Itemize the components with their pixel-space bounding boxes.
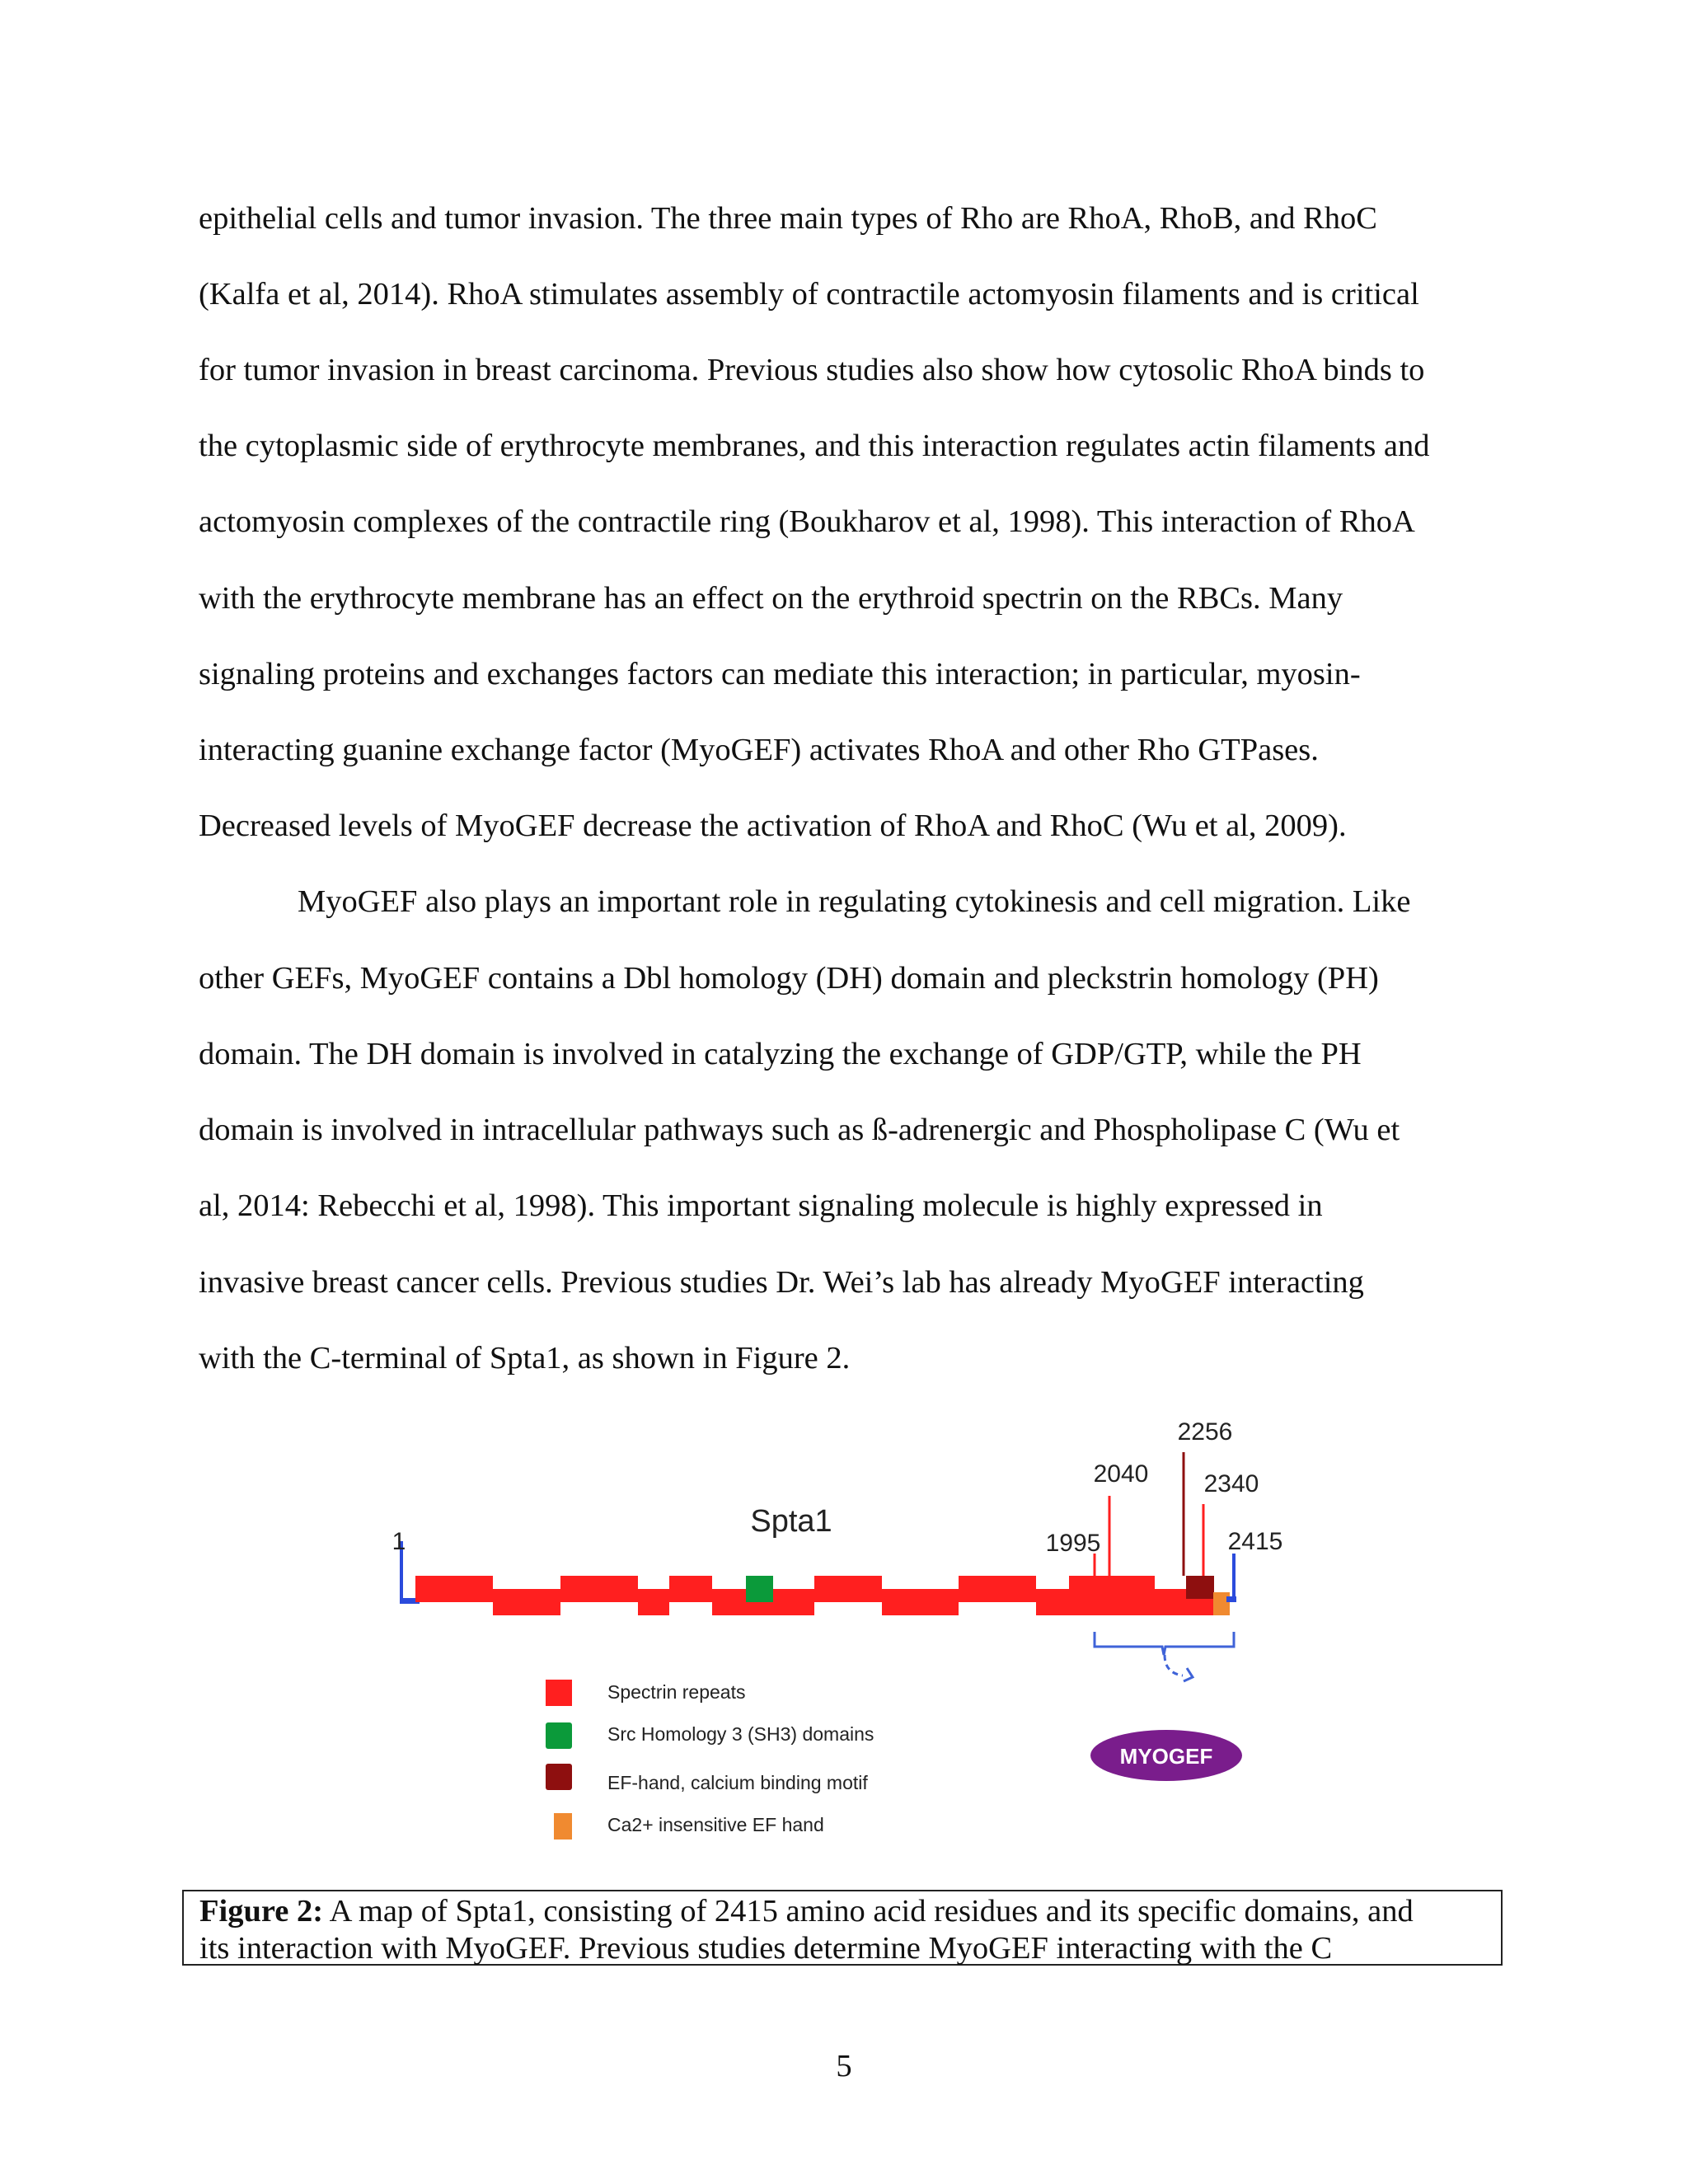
spectrin-repeat bbox=[669, 1576, 712, 1602]
legend-label-sh3: Src Homology 3 (SH3) domains bbox=[607, 1723, 874, 1745]
ca-insensitive-ef-hand bbox=[1213, 1592, 1230, 1615]
body-line-15: invasive breast cancer cells. Previous studies Dr. Wei’s lab has already MyoGEF interacting bbox=[199, 1265, 1364, 1300]
spectrin-repeat bbox=[415, 1576, 493, 1602]
position-label-start: 1 bbox=[392, 1528, 406, 1555]
body-line-5: actomyosin complexes of the contractile ring (Boukharov et al, 1998). This interaction of RhoA bbox=[199, 504, 1415, 539]
body-line-13: domain is involved in intracellular pathways such as ß-adrenergic and Phospholipase C (Wu et bbox=[199, 1113, 1400, 1147]
spectrin-repeat bbox=[493, 1589, 560, 1615]
position-label-1995: 1995 bbox=[1045, 1530, 1101, 1557]
caption-text-1: A map of Spta1, consisting of 2415 amino acid residues and its specific domains, and bbox=[323, 1894, 1414, 1929]
protein-title: Spta1 bbox=[750, 1504, 832, 1539]
legend-swatch-sh3 bbox=[546, 1722, 572, 1749]
spectrin-repeat bbox=[814, 1576, 882, 1602]
body-line-1: epithelial cells and tumor invasion. The three main types of Rho are RhoA, RhoB, and RhoC bbox=[199, 201, 1377, 236]
ef-hand-domain-overlay bbox=[1186, 1576, 1214, 1599]
interaction-bracket bbox=[1095, 1632, 1234, 1655]
spectrin-repeat bbox=[882, 1589, 959, 1615]
interaction-arrow bbox=[1165, 1655, 1183, 1675]
spta1-domain-map bbox=[379, 1393, 1327, 1854]
spectrin-repeat bbox=[1069, 1576, 1148, 1615]
body-line-6: with the erythrocyte membrane has an effect on the erythroid spectrin on the RBCs. Many bbox=[199, 581, 1343, 616]
spta1-domain-figure bbox=[379, 1393, 1327, 1854]
position-label-end: 2415 bbox=[1227, 1528, 1283, 1555]
body-line-9: Decreased levels of MyoGEF decrease the activation of RhoA and RhoC (Wu et al, 2009). bbox=[199, 808, 1347, 843]
body-line-11: other GEFs, MyoGEF contains a Dbl homology (DH) domain and pleckstrin homology (PH) bbox=[199, 961, 1379, 996]
figure-caption bbox=[182, 1890, 1503, 1966]
legend-swatch-ca-insensitive bbox=[554, 1813, 572, 1840]
caption-line-2: its interaction with MyoGEF. Previous studies determine MyoGEF interacting with the C bbox=[199, 1931, 1333, 1966]
legend-label-spectrin: Spectrin repeats bbox=[607, 1681, 746, 1703]
spectrin-repeat bbox=[1148, 1576, 1155, 1615]
body-line-16: with the C-terminal of Spta1, as shown in Figure 2. bbox=[199, 1341, 851, 1376]
caption-line-1 bbox=[199, 1893, 1501, 1930]
caption-label: Figure 2: bbox=[199, 1894, 324, 1929]
legend-swatch-spectrin bbox=[546, 1680, 572, 1706]
position-label-2256: 2256 bbox=[1177, 1418, 1233, 1446]
legend-label-ef-hand: EF-hand, calcium binding motif bbox=[607, 1772, 868, 1793]
spectrin-repeat bbox=[959, 1576, 1036, 1602]
body-line-12: domain. The DH domain is involved in catalyzing the exchange of GDP/GTP, while the PH bbox=[199, 1037, 1362, 1071]
arrow-head-icon bbox=[1184, 1668, 1193, 1681]
spectrin-repeats bbox=[415, 1576, 1155, 1615]
position-label-2040: 2040 bbox=[1093, 1460, 1149, 1488]
legend-swatch-ef-hand bbox=[546, 1764, 572, 1790]
spectrin-repeat bbox=[638, 1589, 669, 1615]
sh3-domain bbox=[746, 1576, 773, 1602]
body-line-4: the cytoplasmic side of erythrocyte membranes, and this interaction regulates actin filaments and bbox=[199, 429, 1430, 463]
body-line-8: interacting guanine exchange factor (MyoGEF) activates RhoA and other Rho GTPases. bbox=[199, 733, 1319, 767]
spectrin-repeat bbox=[1036, 1589, 1069, 1615]
myogef-label: MYOGEF bbox=[1119, 1744, 1213, 1769]
page-number: 5 bbox=[836, 2049, 852, 2083]
position-label-2340: 2340 bbox=[1203, 1470, 1259, 1497]
figure-legend bbox=[546, 1680, 874, 1840]
body-line-3: for tumor invasion in breast carcinoma. Previous studies also show how cytosolic RhoA binds to bbox=[199, 353, 1425, 387]
spectrin-repeat bbox=[560, 1576, 638, 1602]
paragraph-2-first-line: MyoGEF also plays an important role in regulating cytokinesis and cell migration. Like bbox=[298, 884, 1411, 919]
legend-label-ca-insensitive: Ca2+ insensitive EF hand bbox=[607, 1814, 824, 1835]
body-line-14: al, 2014: Rebecchi et al, 1998). This important signaling molecule is highly expressed in bbox=[199, 1188, 1323, 1223]
body-line-2: (Kalfa et al, 2014). RhoA stimulates assembly of contractile actomyosin filaments and is critical bbox=[199, 277, 1419, 312]
body-line-7: signaling proteins and exchanges factors can mediate this interaction; in particular, myosin- bbox=[199, 657, 1361, 691]
